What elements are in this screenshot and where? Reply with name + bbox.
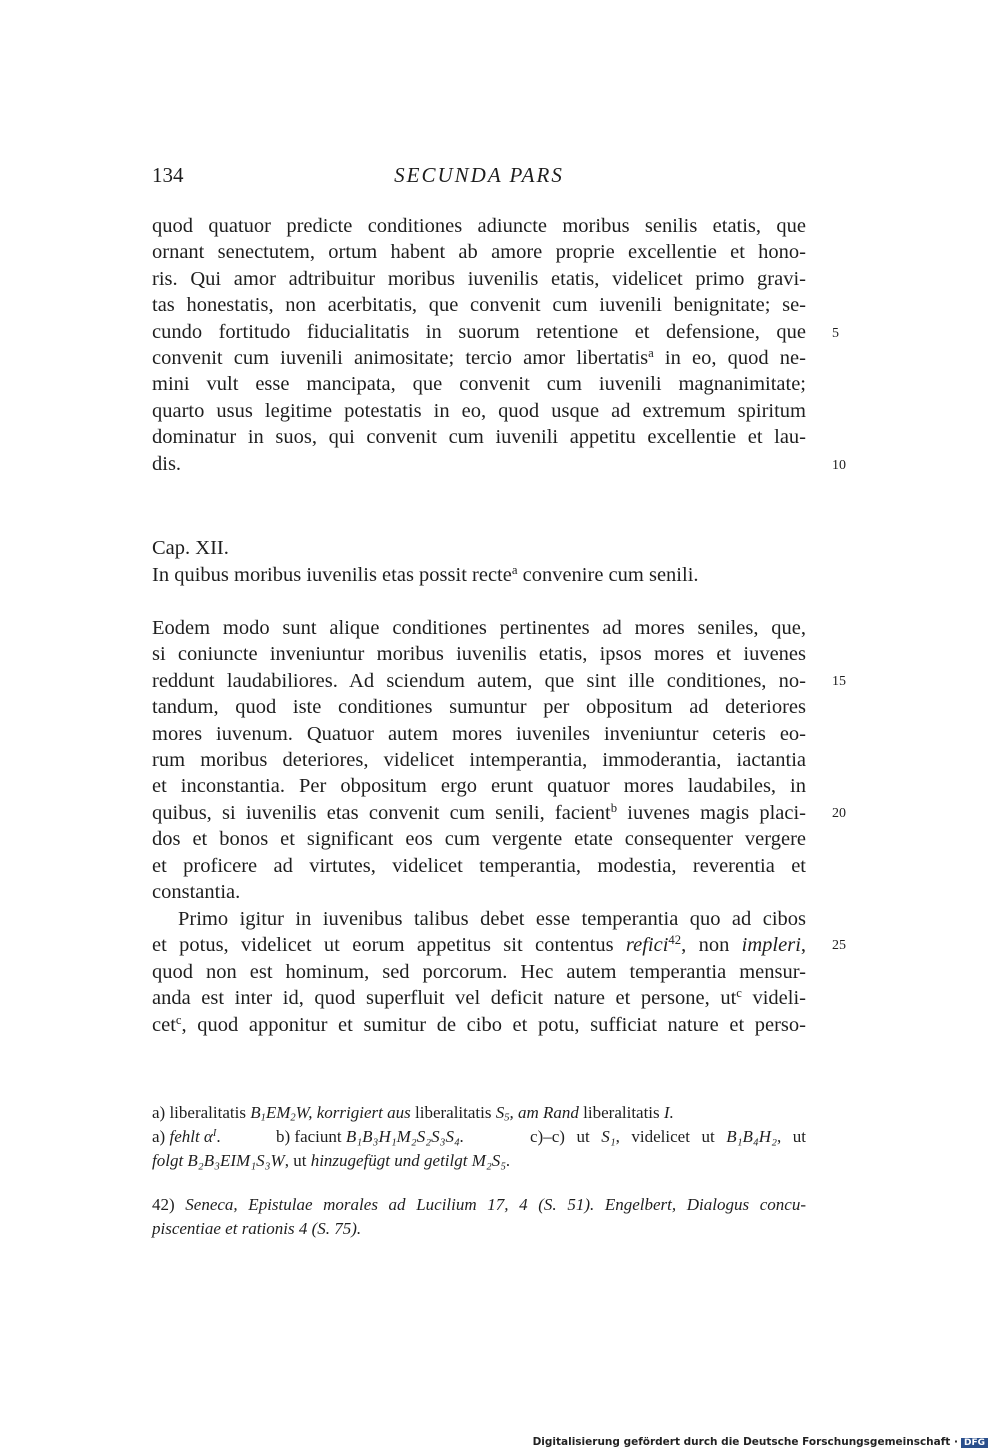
text-line: ornant senectutem, ortum habent ab amore proprie excellentie et hono- bbox=[152, 241, 806, 264]
text-line: cet$^c$, quod apponitur et sumitur de cibo et potu, sufficiat nature et perso- bbox=[152, 1012, 806, 1036]
footnote-marker: c bbox=[175, 1012, 182, 1027]
apparatus-line: a) fehlt $\alpha^I$. b) faciunt B₁B₃H₁M₂S₂S₃S₄. c)–c) ut S₁, videlicet ut B₁B₄H₂, ut bbox=[152, 1127, 806, 1146]
text-line: rum moribus deteriores, videlicet intemperantia, immoderantia, iactantia bbox=[152, 748, 806, 771]
credit-text: Digitalisierung gefördert durch die Deutsche Forschungsgemeinschaft · bbox=[532, 1436, 958, 1448]
apparatus-line: a) liberalitatis $B_1EM_2W$, korrigiert aus liberalitatis $S_5$, am Rand liberalitatis I. bbox=[152, 1103, 674, 1124]
text-line: constantia. bbox=[152, 880, 241, 903]
text-line: anda est inter id, quod superfluit vel deficit nature et persone, $ut^c$ videli- bbox=[152, 986, 806, 1010]
running-title: SECUNDA PARS bbox=[394, 163, 564, 187]
quotation-word: refici bbox=[625, 934, 669, 957]
source-line: piscentiae et rationis 4 (S. 75). bbox=[152, 1219, 362, 1238]
text-line: quod non est hominum, sed porcorum. Hec autem temperantia mensur- bbox=[152, 960, 806, 983]
page-number: 134 bbox=[152, 163, 184, 187]
page-header bbox=[152, 163, 806, 193]
footnote-marker: a bbox=[648, 345, 654, 360]
line-number: 10 bbox=[832, 458, 846, 473]
text-line: quod quatuor predicte conditiones adiuncte moribus senilis etatis, que bbox=[152, 215, 806, 237]
footnote-marker: b bbox=[610, 800, 618, 815]
text-line: mini vult esse mancipata, que convenit cum iuvenili magnanimitate; bbox=[152, 373, 806, 396]
text-line: Eodem modo sunt alique conditiones pertinentes ad mores seniles, que, bbox=[152, 617, 806, 639]
text-line: tandum, quod iste conditiones sumuntur per obpositum ad deteriores bbox=[152, 696, 806, 719]
critical-apparatus bbox=[152, 1101, 806, 1173]
text-line: ris. Qui amor adtribuitur moribus iuvenilis etatis, videlicet primo gravi- bbox=[152, 267, 806, 290]
chapter-number: Cap. XII. bbox=[152, 537, 229, 559]
text-line: Primo igitur in iuvenibus talibus debet esse temperantia quo ad cibos bbox=[178, 908, 806, 930]
text-line: reddunt laudabiliores. Ad sciendum autem, que sint ille conditiones, no- bbox=[152, 669, 806, 692]
text-line: dominatur in suos, qui convenit cum iuvenili appetitu excellentie et lau- bbox=[152, 426, 806, 449]
chapter-heading bbox=[152, 535, 806, 589]
line-number: 25 bbox=[832, 938, 846, 953]
text-line: et proficere ad virtutes, videlicet temperantia, modestia, reverentia et bbox=[152, 854, 806, 877]
text-line: cundo fortitudo fiducialitatis in suorum retentione et defensione, que bbox=[152, 320, 806, 343]
footnote-marker: c bbox=[736, 986, 742, 1001]
footnote-marker: 42 bbox=[668, 933, 682, 948]
line-number: 5 bbox=[832, 326, 839, 341]
text-line: tas honestatis, non acerbitatis, que convenit cum iuvenili benignitate; se- bbox=[152, 294, 806, 317]
digitization-credit bbox=[533, 1436, 988, 1448]
text-line: si coniuncte inveniuntur moribus iuvenilis etatis, ipsos mores et iuvenes bbox=[152, 643, 806, 666]
text-line: mores iuvenum. Quatuor autem mores iuveniles inveniuntur ceteris eo- bbox=[152, 722, 806, 745]
apparatus-line: folgt B₂B₃EIM₁S₃W, ut hinzugefügt und getilgt M₂S₅. bbox=[152, 1151, 511, 1170]
line-number: 15 bbox=[832, 674, 846, 689]
source-line: 42) Seneca, Epistulae morales ad Lucilium 17, 4 (S. 51). Engelbert, Dialogus concu- bbox=[152, 1195, 806, 1214]
line-number: 20 bbox=[832, 806, 846, 821]
dfg-logo-icon: DFG bbox=[961, 1438, 988, 1448]
chapter-title: In quibus moribus iuvenilis etas possit recte$^a$ convenire cum senili. bbox=[152, 563, 699, 586]
text-line: et potus, videlicet ut eorum appetitus sit contentus refici$^{42}$, non impleri, bbox=[152, 933, 807, 957]
text-line: convenit cum iuvenili animositate; tercio amor libertatis$^a$ in eo, quod ne- bbox=[152, 345, 806, 369]
text-line: et inconstantia. Per obpositum ergo erunt quatuor mores laudabiles, in bbox=[152, 775, 806, 798]
paragraph-continuation bbox=[152, 213, 806, 477]
paragraph-chapter-text bbox=[152, 615, 806, 905]
footnote-marker: a bbox=[511, 563, 518, 578]
text-line: dos et bonos et significant eos cum vergente etate consequenter vergere bbox=[152, 828, 806, 851]
text-line: quarto usus legitime potestatis in eo, quod usque ad extremum spiritum bbox=[152, 399, 806, 422]
paragraph-temperantia bbox=[152, 906, 806, 1038]
text-line: quibus, si iuvenilis etas convenit cum senili, facient$^b$ iuvenes magis placi- bbox=[152, 800, 806, 824]
quotation-word: impleri bbox=[741, 934, 801, 957]
text-line: dis. bbox=[152, 452, 182, 475]
source-footnote bbox=[152, 1193, 806, 1241]
